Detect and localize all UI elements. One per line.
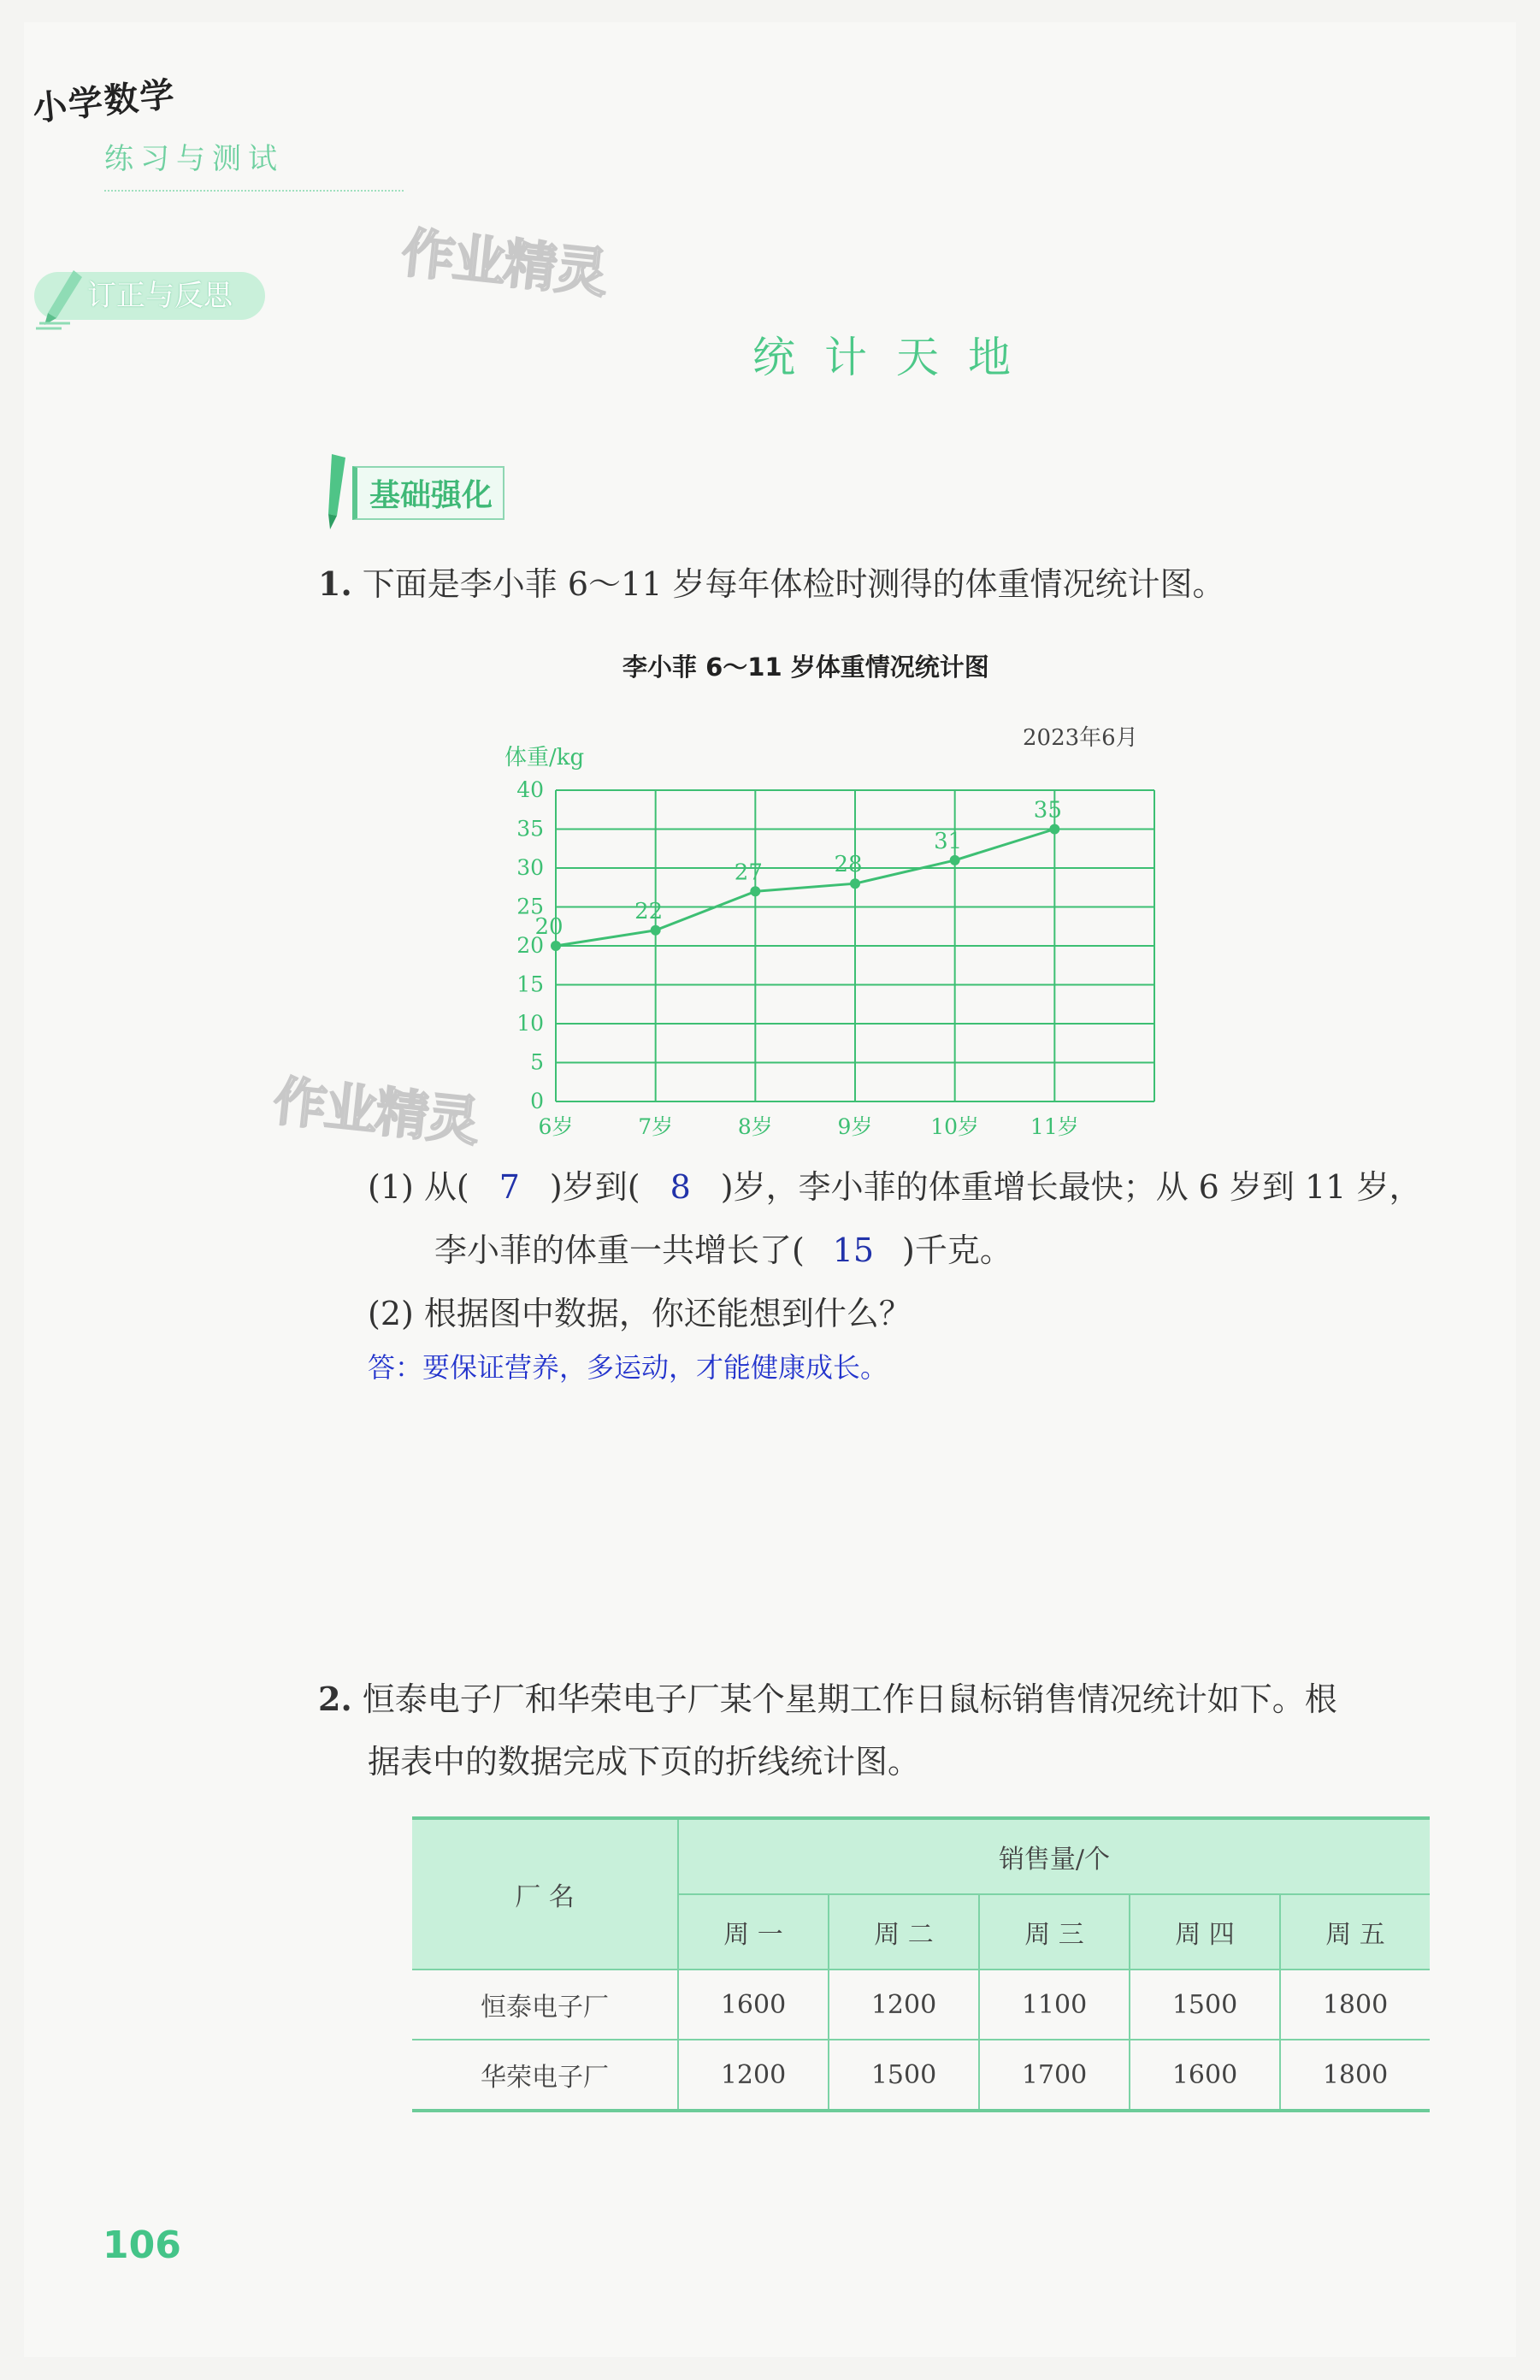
table-row	[412, 2040, 1430, 2111]
table-row	[412, 1970, 1430, 2040]
y-tick-label: 5	[530, 1049, 544, 1075]
day-header: 周 一	[678, 1894, 829, 1970]
table-cell: 1500	[1130, 1970, 1280, 2040]
data-point	[950, 855, 960, 865]
group-header: 销售量/个	[678, 1818, 1430, 1894]
question-text: 下面是李小菲 6～11 岁每年体检时测得的体重情况统计图。	[362, 565, 1225, 603]
data-point	[551, 941, 561, 951]
x-tick-label: 8岁	[737, 1114, 773, 1139]
question-1	[318, 564, 1224, 605]
q1-part1-line2	[434, 1231, 1012, 1271]
data-label: 20	[534, 914, 563, 940]
header-divider	[104, 190, 404, 192]
badge-label: 基础强化	[352, 466, 504, 520]
x-tick-label: 6岁	[538, 1114, 574, 1139]
question-text: 恒泰电子厂和华荣电子厂某个星期工作日鼠标销售情况统计如下。根	[362, 1680, 1337, 1718]
section-badge	[325, 458, 504, 527]
pen-icon	[325, 454, 347, 531]
data-label: 27	[734, 859, 763, 886]
sales-table	[412, 1816, 1430, 2112]
day-header: 周 四	[1130, 1894, 1280, 1970]
chart-date: 2023年6月	[1023, 725, 1138, 751]
question-2-line2: 据表中的数据完成下页的折线统计图。	[368, 1743, 921, 1781]
q1-part1-text-c: )岁，李小菲的体重增长最快；从 6 岁到 11 岁，	[720, 1168, 1422, 1206]
question-number: 2.	[318, 1680, 352, 1718]
q1-part1-text-a: (1) 从(	[368, 1168, 469, 1206]
q1-part2: (2) 根据图中数据，你还能想到什么？	[368, 1295, 912, 1332]
x-ticks	[539, 1114, 1079, 1139]
data-point	[651, 925, 661, 936]
q1-part1-text-e: )千克。	[902, 1231, 1012, 1269]
pencil-icon	[36, 262, 91, 330]
x-tick-label: 7岁	[638, 1114, 674, 1139]
answer-to: 8	[670, 1168, 691, 1206]
day-header: 周 二	[829, 1894, 979, 1970]
chart-title: 李小菲 6～11 岁体重情况统计图	[622, 653, 989, 682]
weight-line-chart	[479, 742, 1163, 1144]
data-point	[750, 886, 760, 896]
x-tick-label: 9岁	[837, 1114, 873, 1139]
data-point	[850, 878, 860, 889]
y-tick-label: 35	[516, 816, 544, 842]
y-axis-label: 体重/kg	[504, 745, 585, 771]
side-tag-label: 订正与反思	[87, 279, 233, 313]
question-2	[318, 1680, 1337, 1720]
data-label: 28	[834, 852, 863, 878]
y-tick-label: 30	[516, 855, 544, 880]
data-label: 22	[634, 898, 664, 924]
q1-part1-text-b: )岁到(	[549, 1168, 640, 1206]
y-tick-label: 20	[516, 933, 544, 958]
table-cell: 1200	[678, 2040, 829, 2111]
book-title: 小学数学	[30, 74, 178, 129]
table-cell: 1600	[678, 1970, 829, 2040]
answer-total: 15	[832, 1231, 875, 1269]
table-cell: 1500	[829, 2040, 979, 2111]
data-point	[1049, 824, 1059, 835]
table-cell: 1200	[829, 1970, 979, 2040]
y-tick-label: 15	[516, 971, 544, 997]
factory-name: 华荣电子厂	[412, 2040, 678, 2111]
y-tick-label: 10	[516, 1011, 544, 1036]
q1-part1-line1	[368, 1168, 1421, 1208]
series-line	[556, 830, 1054, 947]
y-tick-label: 0	[530, 1089, 544, 1113]
data-label: 35	[1033, 797, 1062, 824]
table-cell: 1800	[1280, 1970, 1430, 2040]
answer-part2: 答：要保证营养，多运动，才能健康成长。	[368, 1351, 888, 1384]
section-title: 统计天地	[752, 333, 1040, 382]
table-cell: 1800	[1280, 2040, 1430, 2111]
chart-grid	[556, 790, 1154, 1101]
day-header: 周 五	[1280, 1894, 1430, 1970]
question-number: 1.	[318, 564, 352, 603]
table-cell: 1700	[979, 2040, 1130, 2111]
book-subtitle: 练习与测试	[104, 142, 284, 176]
x-tick-label: 11岁	[1030, 1114, 1079, 1139]
data-label: 31	[934, 828, 963, 854]
corner-header: 厂 名	[412, 1818, 678, 1970]
y-tick-label: 40	[516, 777, 544, 802]
series-polyline	[556, 830, 1054, 947]
table-cell: 1100	[979, 1970, 1130, 2040]
watermark: 作业精灵	[270, 1069, 481, 1154]
page-number: 106	[103, 2223, 181, 2267]
x-tick-label: 10岁	[930, 1114, 980, 1139]
watermark: 作业精灵	[398, 221, 610, 305]
table-cell: 1600	[1130, 2040, 1280, 2111]
y-tick-label: 25	[516, 894, 544, 919]
q1-part1-text-d: 李小菲的体重一共增长了(	[434, 1231, 805, 1269]
day-header: 周 三	[979, 1894, 1130, 1970]
factory-name: 恒泰电子厂	[412, 1970, 678, 2040]
y-ticks	[516, 777, 544, 1113]
answer-from: 7	[499, 1168, 520, 1206]
